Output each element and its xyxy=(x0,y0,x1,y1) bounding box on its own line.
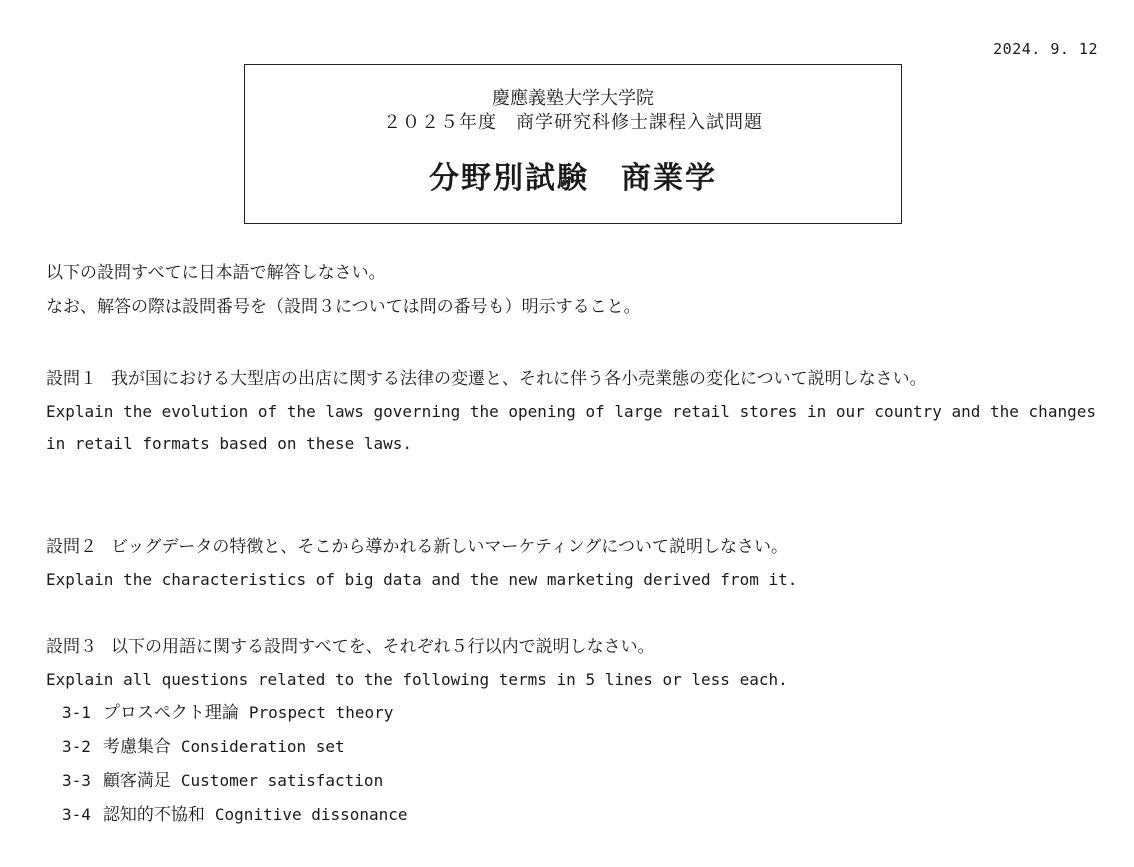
term-ja: 考慮集合 xyxy=(102,737,171,757)
exam-year-line: ２０２５年度 商学研究科修士課程入試問題 xyxy=(383,112,763,133)
question-1-ja xyxy=(46,362,1098,396)
instructions xyxy=(46,256,1098,324)
university-name: 慶應義塾大学大学院 xyxy=(492,88,654,109)
question-1-text: 我が国における大型店の出店に関する法律の変遷と、それに伴う各小売業態の変化について説明しなさい。 xyxy=(111,369,927,389)
question-3-ja xyxy=(46,630,1098,664)
term-ja: プロスペクト理論 xyxy=(102,703,239,723)
question-2-text: ビッグデータの特徴と、そこから導かれる新しいマーケティングについて説明しなさい。 xyxy=(111,537,788,557)
question-3-en: Explain all questions related to the following terms in 5 lines or less each. xyxy=(46,670,788,689)
term-list xyxy=(46,696,1098,832)
document-date: 2024. 9. 12 xyxy=(993,40,1098,58)
instruction-line-2: なお、解答の際は設問番号を（設問３については問の番号も）明示すること。 xyxy=(46,297,641,317)
question-2-en: Explain the characteristics of big data and the new marketing derived from it. xyxy=(46,570,798,589)
exam-title: 分野別試験 商業学 xyxy=(429,161,717,196)
term-number: 3-4 xyxy=(62,805,91,824)
term-en: Cognitive dissonance xyxy=(214,805,408,824)
term-number: 3-2 xyxy=(62,737,91,756)
question-1-en: Explain the evolution of the laws governing the opening of large retail stores in our country and the changes in retail formats based on these laws. xyxy=(46,402,1096,453)
term-en: Customer satisfaction xyxy=(180,771,384,790)
list-item xyxy=(62,730,1098,764)
question-3 xyxy=(46,630,1098,832)
title-box xyxy=(244,64,902,224)
list-item xyxy=(62,798,1098,832)
list-item xyxy=(62,696,1098,730)
question-2-label: 設問２ xyxy=(46,537,97,557)
question-3-text: 以下の用語に関する設問すべてを、それぞれ５行以内で説明しなさい。 xyxy=(111,637,655,657)
question-1-label: 設問１ xyxy=(46,369,97,389)
question-3-label: 設問３ xyxy=(46,637,97,657)
instruction-line-1: 以下の設問すべてに日本語で解答しなさい。 xyxy=(46,263,386,283)
question-2-ja xyxy=(46,530,1098,564)
term-en: Prospect theory xyxy=(248,703,394,722)
term-ja: 顧客満足 xyxy=(102,771,171,791)
list-item xyxy=(62,764,1098,798)
question-1 xyxy=(46,362,1098,460)
term-number: 3-3 xyxy=(62,771,91,790)
term-ja: 認知的不協和 xyxy=(102,805,205,825)
term-en: Consideration set xyxy=(180,737,345,756)
term-number: 3-1 xyxy=(62,703,91,722)
question-2 xyxy=(46,530,1098,596)
